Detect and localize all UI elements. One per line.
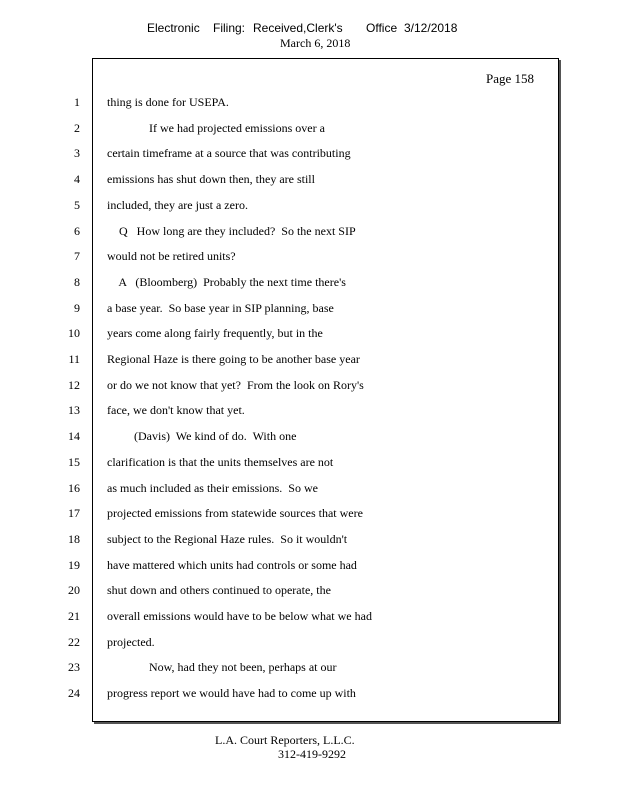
reporter-phone: 312-419-9292	[278, 747, 346, 761]
line-number: 21	[68, 609, 80, 623]
line-text: (Davis) We kind of do. With one	[107, 429, 297, 444]
line-text: as much included as their emissions. So we	[107, 480, 318, 495]
transcript-line	[0, 632, 618, 652]
line-number: 8	[74, 274, 80, 289]
transcript-line	[0, 272, 618, 292]
line-text: Q How long are they included? So the next SIP	[107, 223, 356, 238]
transcript-line	[0, 323, 618, 343]
line-text: or do we not know that yet? From the look on Rory's	[107, 377, 364, 392]
transcript-line	[0, 195, 618, 215]
stamp-word: Office	[366, 21, 398, 35]
line-text: A (Bloomberg) Probably the next time there's	[107, 274, 346, 289]
line-number: 23	[68, 660, 80, 675]
transcript-line	[0, 169, 618, 189]
stamp-word: Received,Clerk's	[253, 21, 343, 35]
line-text: face, we don't know that yet.	[107, 403, 245, 418]
line-text: emissions has shut down then, they are still	[107, 172, 315, 187]
line-number: 3	[74, 146, 80, 161]
transcript-line	[0, 143, 618, 163]
line-number: 19	[68, 557, 80, 572]
line-number: 6	[74, 223, 80, 238]
stamp-word: Electronic	[147, 21, 200, 35]
transcript-line	[0, 606, 618, 626]
transcript-line	[0, 400, 618, 420]
transcript-line	[0, 657, 618, 677]
line-text: progress report we would have had to come up with	[107, 686, 356, 701]
line-text: If we had projected emissions over a	[107, 120, 325, 135]
line-number: 24	[68, 686, 80, 701]
line-number: 9	[74, 300, 80, 315]
transcript-line	[0, 555, 618, 575]
line-text: would not be retired units?	[107, 249, 236, 264]
stamp-word: Filing:	[213, 21, 246, 35]
transcript-line	[0, 92, 618, 112]
transcript-line	[0, 118, 618, 138]
line-number: 12	[68, 377, 80, 392]
line-text: shut down and others continued to operate, the	[107, 583, 331, 598]
transcript-line	[0, 478, 618, 498]
line-text: Regional Haze is there going to be another base year	[107, 352, 360, 366]
line-number: 14	[68, 429, 80, 444]
stamp-word: 3/12/2018	[404, 21, 458, 35]
line-number: 11	[68, 352, 80, 366]
transcript-line	[0, 452, 618, 472]
line-number: 2	[74, 120, 80, 135]
line-text: projected emissions from statewide sources that were	[107, 506, 363, 521]
transcript-line	[0, 426, 618, 446]
line-number: 22	[68, 634, 80, 649]
transcript-line	[0, 580, 618, 600]
line-text: years come along fairly frequently, but in the	[107, 326, 323, 341]
line-number: 1	[74, 95, 80, 109]
line-number: 10	[68, 326, 80, 341]
line-number: 17	[68, 506, 80, 521]
line-text: projected.	[107, 634, 155, 649]
line-number: 16	[68, 480, 80, 495]
line-number: 4	[74, 172, 80, 187]
line-text: have mattered which units had controls or some had	[107, 557, 357, 572]
line-number: 13	[68, 403, 80, 418]
electronic-filing-stamp	[0, 20, 618, 54]
transcript-date: March 6, 2018	[280, 36, 351, 50]
line-number: 18	[68, 531, 80, 546]
transcript-line	[0, 683, 618, 703]
line-text: thing is done for USEPA.	[107, 95, 229, 109]
line-number: 5	[74, 197, 80, 212]
line-text: included, they are just a zero.	[107, 197, 248, 212]
line-text: a base year. So base year in SIP planning, base	[107, 300, 334, 315]
line-number: 7	[74, 249, 80, 264]
line-text: certain timeframe at a source that was contributing	[107, 146, 351, 161]
transcript-line	[0, 503, 618, 523]
line-text: subject to the Regional Haze rules. So it wouldn't	[107, 531, 348, 546]
line-number: 20	[68, 583, 80, 598]
page-number: Page 158	[486, 71, 535, 86]
line-number: 15	[68, 454, 80, 469]
line-text: overall emissions would have to be below what we had	[107, 609, 372, 623]
transcript-line	[0, 529, 618, 549]
transcript-line	[0, 298, 618, 318]
reporter-company: L.A. Court Reporters, L.L.C.	[215, 733, 355, 747]
line-text: clarification is that the units themselves are not	[107, 454, 334, 469]
transcript-line	[0, 221, 618, 241]
transcript-line	[0, 246, 618, 266]
transcript-line	[0, 349, 618, 369]
line-text: Now, had they not been, perhaps at our	[107, 660, 337, 675]
transcript-line	[0, 375, 618, 395]
